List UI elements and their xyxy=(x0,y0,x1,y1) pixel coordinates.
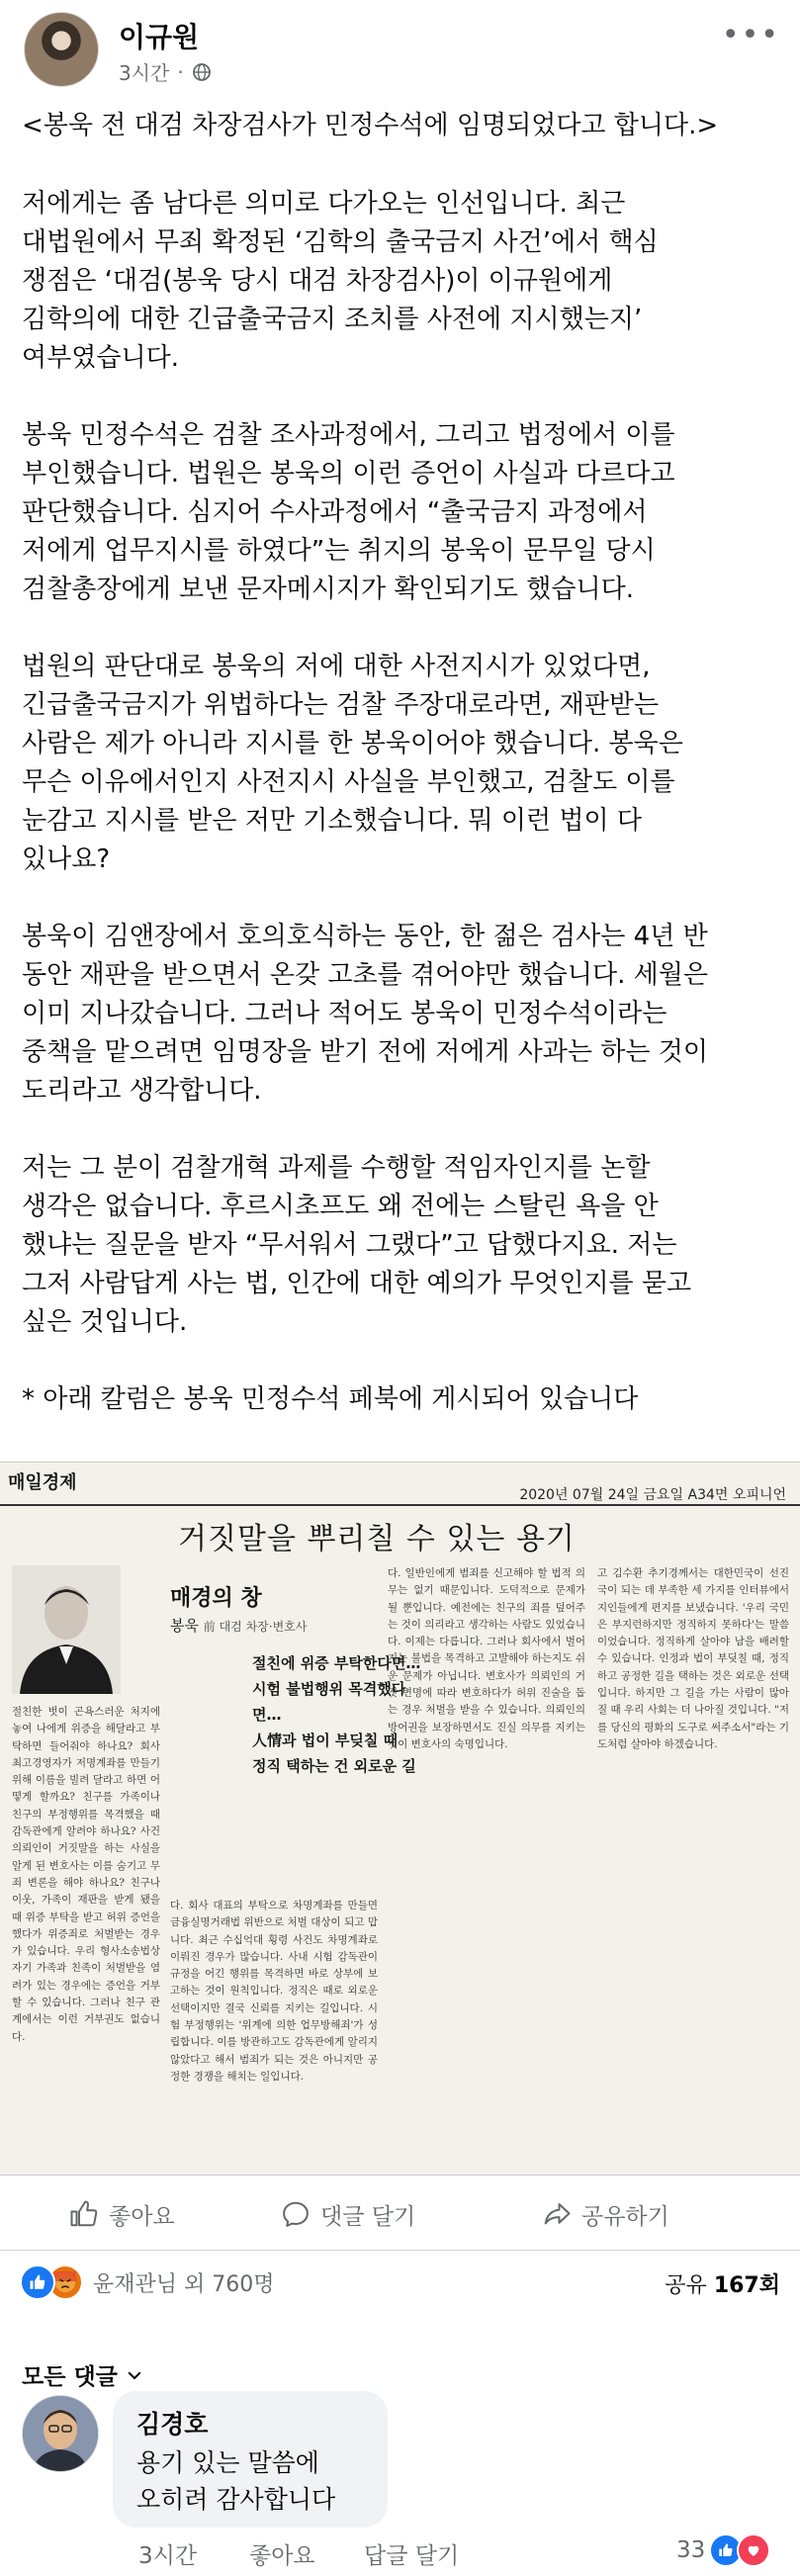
post-paragraph: 법원의 판단대로 봉욱의 저에 대한 사전지시가 있었다면, 긴급출국금지가 위법하다는 검찰 주장대로라면, 재판받는 사람은 제가 아니라 지시를 한 봉욱이어야 했습니다. 봉욱은 무슨 이유에서인지 사전지시 사실을 부인했고, 검찰도 이를 눈감고 지시를 받은 저만 기소했습니다. 뭐 이런 법이 다 있나요? xyxy=(22,652,683,874)
column-text: 고 김수환 추기경께서는 대한민국이 선진국이 되는 데 부족한 세 가지를 인터뷰에서 지인들에게 편지를 보냈습니다. '우리 국민은 부지런하지만 정직하지 못하다'는 말씀이었습니다. 정직하게 살아야 남을 배려할 수 있습니다. 인정과 법이 부딪칠 때, 정직하고 공정한 길을 택하는 것은 외로운 선택입니다. 하지만 그 길을 가는 사람이 많아질 때 우리 사회는 더 나아질 것입니다. "저를 당신의 평화의 도구로 써주소서"라는 기도처럼 살아야 하겠습니다. xyxy=(597,1567,789,1750)
post-header xyxy=(0,0,800,109)
like-button[interactable] xyxy=(69,2194,175,2234)
post-time[interactable]: 3시간 xyxy=(119,61,170,85)
commenter-portrait-icon xyxy=(23,2396,98,2471)
share-count-value: 167회 xyxy=(713,2273,780,2298)
like-reaction-icon xyxy=(20,2265,55,2300)
love-reaction-icon xyxy=(737,2533,770,2567)
more-options-icon[interactable]: ••• xyxy=(721,18,780,52)
portrait-icon xyxy=(12,1565,121,1694)
reaction-summary[interactable] xyxy=(20,2265,275,2300)
post-paragraph: * 아래 칼럼은 봉욱 민정수석 페북에 게시되어 있습니다 xyxy=(22,1384,639,1414)
like-label: 좋아요 xyxy=(109,2203,175,2230)
globe-icon xyxy=(192,62,212,82)
share-count-label: 공유 xyxy=(665,2273,707,2298)
comment-like-button[interactable]: 좋아요 xyxy=(249,2543,315,2569)
share-button[interactable] xyxy=(542,2194,669,2234)
subhead: 人情과 법이 부딪칠 때 xyxy=(252,1732,399,1749)
comment-filter-dropdown[interactable] xyxy=(22,2358,143,2391)
column-text: 다. 일반인에게 범죄를 신고해야 할 법적 의무는 없기 때문입니다. 도덕적으로 문제가 될 뿐입니다. 예전에는 친구의 죄를 덮어주는 것이 의리라고 생각하는 사람도 있었습니다. 이제는 다릅니다. 그러나 회사에서 벌어지는 불법을 목격하고 고발해야 하는지도 쉬운 문제가 아닙니다. 변호사가 의뢰인의 거짓 변명에 따라 변호하다가 허위 진술을 돕는 경우 처벌을 받을 수 있습니다. 의뢰인의 방어권을 보장하면서도 진실 의무를 지키는 것이 변호사의 숙명입니다. xyxy=(388,1567,585,1750)
comment-text: 용기 있는 말씀에 오히려 감사합니다 xyxy=(136,2448,336,2514)
post-paragraph: 봉욱 민정수석은 검찰 조사과정에서, 그리고 법정에서 이를 부인했습니다. 법원은 봉욱의 이런 증언이 사실과 다르다고 판단했습니다. 심지어 수사과정에서 “출국금지 과정에서 저에게 업무지시를 하였다”는 취지의 봉욱이 문무일 당시 검찰총장에게 보낸 문자메시지가 확인되기도 했습니다. xyxy=(22,420,675,604)
post-paragraph: 저는 그 분이 검찰개혁 과제를 수행할 적임자인지를 논할 생각은 없습니다. 후르시초프도 왜 전에는 스탈린 욕을 안 했냐는 질문을 받자 “무서워서 그랬다”고 답했다지요. 저는 그저 사람답게 사는 법, 인간에 대한 예의가 무엇인지를 묻고 싶은 것입니다. xyxy=(22,1153,692,1337)
comment-label: 댓글 달기 xyxy=(320,2203,416,2230)
comment-button[interactable] xyxy=(281,2194,415,2234)
newspaper-date: 2020년 07월 24일 금요일 A34면 오피니언 xyxy=(519,1487,786,1503)
column-author-title: 前 대검 차장·변호사 xyxy=(203,1620,308,1634)
newspaper-clipping-image[interactable] xyxy=(0,1462,800,2176)
comment-reaction-count: 33 xyxy=(676,2537,706,2563)
newspaper-rule xyxy=(0,1504,800,1506)
commenter-name[interactable]: 김경호 xyxy=(136,2410,209,2439)
chevron-down-icon xyxy=(126,2366,143,2384)
column-author xyxy=(170,1615,307,1636)
author-name[interactable]: 이규원 xyxy=(119,21,200,53)
share-arrow-icon xyxy=(542,2199,572,2229)
comment-bubble xyxy=(113,2391,388,2528)
dot-separator: · xyxy=(177,59,184,84)
post-paragraph: 저에게는 좀 남다른 의미로 다가오는 인선입니다. 최근 대법원에서 무죄 확정된 ‘김학의 출국금지 사건’에서 핵심 쟁점은 ‘대검(봉욱 당시 대검 차장검사)이 이규원에게 김학의에 대한 긴급출국금지 조치를 사전에 지시했는지’ 여부였습니다. xyxy=(22,189,659,373)
newspaper-headline: 거짓말을 뿌리칠 수 있는 용기 xyxy=(178,1522,576,1556)
share-label: 공유하기 xyxy=(581,2203,669,2230)
subhead: 시험 불법행위 목격했다면… xyxy=(252,1680,406,1724)
thumbs-up-icon xyxy=(69,2199,99,2229)
author-photo xyxy=(12,1565,121,1694)
author-avatar[interactable] xyxy=(24,12,99,87)
subhead: 절친에 위증 부탁한다면… xyxy=(252,1654,421,1672)
reaction-summary-text: 윤재관님 외 760명 xyxy=(93,2271,275,2297)
commenter-avatar[interactable] xyxy=(22,2395,99,2472)
post-body xyxy=(22,107,783,1458)
comment-filter-label: 모든 댓글 xyxy=(22,2364,118,2390)
column-text: 절친한 벗이 곤욕스러운 처지에 놓여 나에게 위증을 해달라고 부탁하면 들어줘야 하나요? 회사 최고경영자가 저명계좌를 만들기 위해 이름을 빌려 달라고 하면 어떻게 할까요? 친구를 가족이나 친구의 부정행위를 목격했을 때 감독관에게 알려야 하나요? 사건 의뢰인이 거짓말을 하는 사실을 알게 된 변호사는 이를 숨기고 무죄 변론을 해야 하나요? 친구나 이웃, 가족이 재판을 받게 됐을 때 위증 부탁을 받고 허위 증언을 했다가 위증죄로 처벌받는 경우가 있습니다. 우리 형사소송법상 자기 가족과 친족이 처벌받을 염려가 있는 경우에는 증언을 거부할 수 있습니다. 그러나 친구 관계에서는 이런 거부권도 없습니다. xyxy=(12,1706,160,2043)
post-paragraph: <봉욱 전 대검 차장검사가 민정수석에 임명되었다고 합니다.> xyxy=(22,111,719,140)
share-count[interactable] xyxy=(665,2268,780,2299)
post-paragraph: 봉욱이 김앤장에서 호의호식하는 동안, 한 젊은 검사는 4년 반 동안 재판을 받으면서 온갖 고초를 겪어야만 했습니다. 세월은 이미 지나갔습니다. 그러나 적어도 봉욱이 민정수석이라는 중책을 맡으려면 임명장을 받기 전에 저에게 사과는 하는 것이 도리라고 생각합니다. xyxy=(22,922,709,1106)
newspaper-name: 매일경제 xyxy=(8,1472,77,1493)
column-text: 다. 회사 대표의 부탁으로 차명계좌를 만들면 금융실명거래법 위반으로 처벌 대상이 되고 맙니다. 최근 수십억대 횡령 사건도 차명계좌로 이뤄진 경우가 많습니다. 사내 시험 감독관이 규정을 어긴 행위를 목격하면 바로 상부에 보고하는 것이 원칙입니다. 정직은 때로 외로운 선택이지만 결국 신뢰를 지키는 길입니다. 시험 부정행위는 '위계에 의한 업무방해죄'가 성립합니다. 이를 방관하고도 감독관에게 알리지 않았다고 해서 범죄가 되는 것은 아니지만 공정한 경쟁을 해치는 일입니다. xyxy=(170,1900,378,2083)
subhead: 정직 택하는 건 외로운 길 xyxy=(252,1757,416,1775)
column-author-name: 봉욱 xyxy=(170,1617,199,1635)
post-meta xyxy=(119,57,212,86)
comment-reply-button[interactable]: 답글 달기 xyxy=(364,2543,460,2569)
comment-reactions[interactable] xyxy=(676,2533,770,2567)
comment-time[interactable]: 3시간 xyxy=(138,2543,198,2569)
comment-bubble-icon xyxy=(281,2199,311,2229)
post-action-bar xyxy=(0,2180,800,2251)
column-series-title: 매경의 창 xyxy=(170,1586,262,1611)
